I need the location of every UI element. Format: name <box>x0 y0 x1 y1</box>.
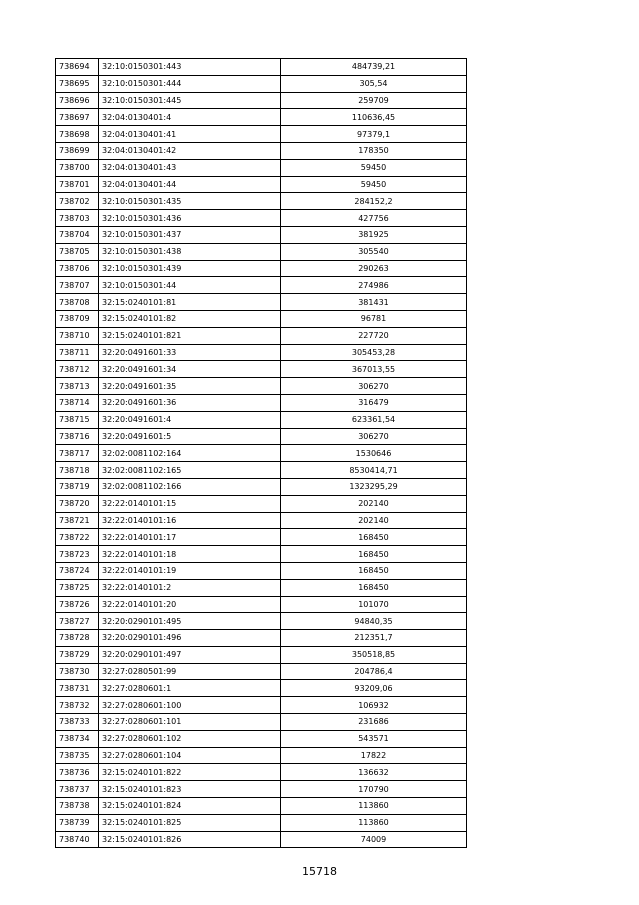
cadastral-number-cell: 32:20:0491601:33 <box>99 344 281 361</box>
cadastral-number-cell: 32:15:0240101:822 <box>99 764 281 781</box>
cadastral-number-cell: 32:10:0150301:439 <box>99 260 281 277</box>
value-cell: 305453,28 <box>281 344 467 361</box>
row-id-cell: 738710 <box>56 327 99 344</box>
table-row <box>56 495 467 512</box>
row-id-cell: 738700 <box>56 159 99 176</box>
table-row <box>56 277 467 294</box>
value-cell: 367013,55 <box>281 361 467 378</box>
value-cell: 381431 <box>281 294 467 311</box>
row-id-cell: 738732 <box>56 697 99 714</box>
cadastral-number-cell: 32:22:0140101:19 <box>99 562 281 579</box>
value-cell: 227720 <box>281 327 467 344</box>
row-id-cell: 738699 <box>56 142 99 159</box>
value-cell: 168450 <box>281 562 467 579</box>
row-id-cell: 738721 <box>56 512 99 529</box>
row-id-cell: 738714 <box>56 394 99 411</box>
row-id-cell: 738737 <box>56 781 99 798</box>
table-row <box>56 428 467 445</box>
table-row <box>56 294 467 311</box>
cadastral-number-cell: 32:20:0290101:497 <box>99 646 281 663</box>
row-id-cell: 738738 <box>56 798 99 815</box>
value-cell: 168450 <box>281 546 467 563</box>
value-cell: 93209,06 <box>281 680 467 697</box>
cadastral-number-cell: 32:02:0081102:165 <box>99 462 281 479</box>
cadastral-number-cell: 32:20:0491601:36 <box>99 394 281 411</box>
cadastral-number-cell: 32:10:0150301:445 <box>99 92 281 109</box>
cadastral-number-cell: 32:02:0081102:164 <box>99 445 281 462</box>
table-row <box>56 344 467 361</box>
table-row <box>56 176 467 193</box>
row-id-cell: 738695 <box>56 75 99 92</box>
table-row <box>56 579 467 596</box>
table-row <box>56 831 467 848</box>
row-id-cell: 738736 <box>56 764 99 781</box>
row-id-cell: 738740 <box>56 831 99 848</box>
cadastral-number-cell: 32:20:0491601:35 <box>99 378 281 395</box>
row-id-cell: 738733 <box>56 714 99 731</box>
value-cell: 231686 <box>281 714 467 731</box>
table-row <box>56 680 467 697</box>
row-id-cell: 738715 <box>56 411 99 428</box>
value-cell: 204786,4 <box>281 663 467 680</box>
row-id-cell: 738708 <box>56 294 99 311</box>
table-row <box>56 613 467 630</box>
table-row <box>56 714 467 731</box>
value-cell: 96781 <box>281 310 467 327</box>
table-row <box>56 546 467 563</box>
table-row <box>56 529 467 546</box>
value-cell: 113860 <box>281 814 467 831</box>
value-cell: 106932 <box>281 697 467 714</box>
cadastral-number-cell: 32:04:0130401:41 <box>99 126 281 143</box>
row-id-cell: 738702 <box>56 193 99 210</box>
table-row <box>56 814 467 831</box>
table-row <box>56 697 467 714</box>
row-id-cell: 738716 <box>56 428 99 445</box>
cadastral-number-cell: 32:10:0150301:436 <box>99 210 281 227</box>
table-row <box>56 361 467 378</box>
row-id-cell: 738712 <box>56 361 99 378</box>
row-id-cell: 738723 <box>56 546 99 563</box>
value-cell: 110636,45 <box>281 109 467 126</box>
table-row <box>56 478 467 495</box>
row-id-cell: 738717 <box>56 445 99 462</box>
value-cell: 306270 <box>281 428 467 445</box>
page-number: 15718 <box>302 865 337 878</box>
value-cell: 259709 <box>281 92 467 109</box>
value-cell: 94840,35 <box>281 613 467 630</box>
cadastral-number-cell: 32:20:0491601:34 <box>99 361 281 378</box>
value-cell: 316479 <box>281 394 467 411</box>
table-row <box>56 781 467 798</box>
cadastral-number-cell: 32:15:0240101:826 <box>99 831 281 848</box>
cadastral-number-cell: 32:10:0150301:438 <box>99 243 281 260</box>
table-row <box>56 59 467 76</box>
value-cell: 136632 <box>281 764 467 781</box>
cadastral-number-cell: 32:04:0130401:4 <box>99 109 281 126</box>
value-cell: 113860 <box>281 798 467 815</box>
table-row <box>56 462 467 479</box>
value-cell: 168450 <box>281 529 467 546</box>
table-row <box>56 411 467 428</box>
table-row <box>56 310 467 327</box>
table-row <box>56 445 467 462</box>
table-row <box>56 378 467 395</box>
row-id-cell: 738705 <box>56 243 99 260</box>
value-cell: 170790 <box>281 781 467 798</box>
cadastral-number-cell: 32:15:0240101:825 <box>99 814 281 831</box>
cadastral-number-cell: 32:10:0150301:44 <box>99 277 281 294</box>
table-row <box>56 193 467 210</box>
cadastral-number-cell: 32:20:0491601:5 <box>99 428 281 445</box>
value-cell: 178350 <box>281 142 467 159</box>
cadastral-number-cell: 32:22:0140101:15 <box>99 495 281 512</box>
row-id-cell: 738701 <box>56 176 99 193</box>
value-cell: 290263 <box>281 260 467 277</box>
value-cell: 305540 <box>281 243 467 260</box>
table-row <box>56 730 467 747</box>
value-cell: 484739,21 <box>281 59 467 76</box>
row-id-cell: 738739 <box>56 814 99 831</box>
row-id-cell: 738730 <box>56 663 99 680</box>
row-id-cell: 738694 <box>56 59 99 76</box>
value-cell: 305,54 <box>281 75 467 92</box>
table-row <box>56 394 467 411</box>
row-id-cell: 738724 <box>56 562 99 579</box>
cadastral-number-cell: 32:15:0240101:824 <box>99 798 281 815</box>
value-cell: 202140 <box>281 495 467 512</box>
table-row <box>56 596 467 613</box>
cadastral-number-cell: 32:27:0280601:1 <box>99 680 281 697</box>
table-body <box>56 59 467 848</box>
table-row <box>56 512 467 529</box>
value-cell: 17822 <box>281 747 467 764</box>
value-cell: 74009 <box>281 831 467 848</box>
table-row <box>56 646 467 663</box>
row-id-cell: 738728 <box>56 630 99 647</box>
cadastral-number-cell: 32:04:0130401:44 <box>99 176 281 193</box>
row-id-cell: 738722 <box>56 529 99 546</box>
row-id-cell: 738731 <box>56 680 99 697</box>
cadastral-number-cell: 32:04:0130401:43 <box>99 159 281 176</box>
table-row <box>56 798 467 815</box>
row-id-cell: 738726 <box>56 596 99 613</box>
table-row <box>56 210 467 227</box>
value-cell: 350518,85 <box>281 646 467 663</box>
row-id-cell: 738697 <box>56 109 99 126</box>
table-row <box>56 243 467 260</box>
row-id-cell: 738735 <box>56 747 99 764</box>
cadastral-number-cell: 32:22:0140101:17 <box>99 529 281 546</box>
value-cell: 427756 <box>281 210 467 227</box>
cadastral-number-cell: 32:22:0140101:2 <box>99 579 281 596</box>
value-cell: 623361,54 <box>281 411 467 428</box>
row-id-cell: 738707 <box>56 277 99 294</box>
row-id-cell: 738729 <box>56 646 99 663</box>
cadastral-number-cell: 32:10:0150301:437 <box>99 226 281 243</box>
cadastral-number-cell: 32:15:0240101:821 <box>99 327 281 344</box>
table-row <box>56 764 467 781</box>
cadastral-number-cell: 32:10:0150301:443 <box>99 59 281 76</box>
cadastral-number-cell: 32:22:0140101:20 <box>99 596 281 613</box>
table-row <box>56 142 467 159</box>
row-id-cell: 738720 <box>56 495 99 512</box>
value-cell: 202140 <box>281 512 467 529</box>
value-cell: 306270 <box>281 378 467 395</box>
table-row <box>56 75 467 92</box>
table-row <box>56 663 467 680</box>
table-row <box>56 226 467 243</box>
cadastral-number-cell: 32:27:0280601:101 <box>99 714 281 731</box>
table-row <box>56 260 467 277</box>
cadastral-number-cell: 32:10:0150301:444 <box>99 75 281 92</box>
row-id-cell: 738698 <box>56 126 99 143</box>
row-id-cell: 738718 <box>56 462 99 479</box>
value-cell: 59450 <box>281 159 467 176</box>
value-cell: 97379,1 <box>281 126 467 143</box>
value-cell: 212351,7 <box>281 630 467 647</box>
table-row <box>56 327 467 344</box>
cadastral-number-cell: 32:04:0130401:42 <box>99 142 281 159</box>
row-id-cell: 738709 <box>56 310 99 327</box>
cadastral-number-cell: 32:27:0280601:104 <box>99 747 281 764</box>
value-cell: 381925 <box>281 226 467 243</box>
cadastral-number-cell: 32:20:0290101:496 <box>99 630 281 647</box>
cadastral-number-cell: 32:02:0081102:166 <box>99 478 281 495</box>
row-id-cell: 738696 <box>56 92 99 109</box>
cadastral-number-cell: 32:20:0290101:495 <box>99 613 281 630</box>
row-id-cell: 738725 <box>56 579 99 596</box>
value-cell: 101070 <box>281 596 467 613</box>
row-id-cell: 738713 <box>56 378 99 395</box>
value-cell: 284152,2 <box>281 193 467 210</box>
row-id-cell: 738734 <box>56 730 99 747</box>
row-id-cell: 738727 <box>56 613 99 630</box>
value-cell: 8530414,71 <box>281 462 467 479</box>
row-id-cell: 738719 <box>56 478 99 495</box>
row-id-cell: 738706 <box>56 260 99 277</box>
value-cell: 59450 <box>281 176 467 193</box>
value-cell: 1530646 <box>281 445 467 462</box>
cadastral-number-cell: 32:22:0140101:18 <box>99 546 281 563</box>
value-cell: 274986 <box>281 277 467 294</box>
cadastral-number-cell: 32:20:0491601:4 <box>99 411 281 428</box>
table-row <box>56 562 467 579</box>
data-table <box>55 58 467 848</box>
cadastral-number-cell: 32:15:0240101:82 <box>99 310 281 327</box>
cadastral-number-cell: 32:15:0240101:81 <box>99 294 281 311</box>
table-row <box>56 126 467 143</box>
table-row <box>56 630 467 647</box>
table-row <box>56 159 467 176</box>
cadastral-number-cell: 32:22:0140101:16 <box>99 512 281 529</box>
row-id-cell: 738704 <box>56 226 99 243</box>
value-cell: 168450 <box>281 579 467 596</box>
row-id-cell: 738703 <box>56 210 99 227</box>
row-id-cell: 738711 <box>56 344 99 361</box>
value-cell: 543571 <box>281 730 467 747</box>
cadastral-number-cell: 32:27:0280601:100 <box>99 697 281 714</box>
cadastral-number-cell: 32:27:0280601:102 <box>99 730 281 747</box>
table-row <box>56 747 467 764</box>
cadastral-number-cell: 32:15:0240101:823 <box>99 781 281 798</box>
table-row <box>56 109 467 126</box>
cadastral-number-cell: 32:27:0280501:99 <box>99 663 281 680</box>
value-cell: 1323295,29 <box>281 478 467 495</box>
table-row <box>56 92 467 109</box>
cadastral-number-cell: 32:10:0150301:435 <box>99 193 281 210</box>
